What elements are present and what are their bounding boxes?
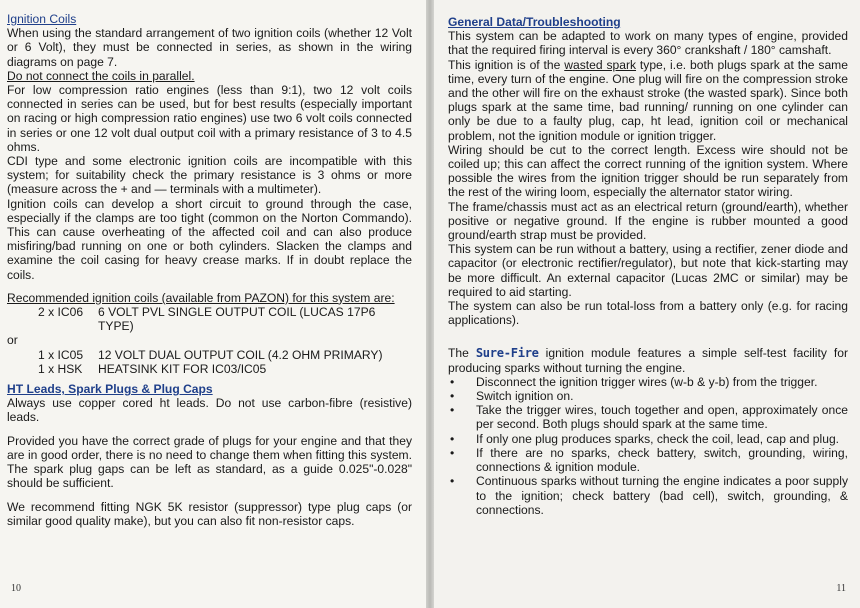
- recommended-coils-heading: Recommended ignition coils (available from PAZON) for this system are:: [7, 290, 395, 305]
- spacer: [448, 327, 848, 346]
- bullet-icon: •: [450, 389, 455, 404]
- ht-leads-heading: HT Leads, Spark Plugs & Plug Caps: [7, 382, 213, 397]
- coil-item: [7, 348, 412, 362]
- bullet-icon: •: [450, 445, 455, 460]
- bullet-icon: •: [450, 374, 455, 389]
- general-data-heading: General Data/Troubleshooting: [448, 15, 621, 29]
- list-item: [448, 474, 848, 517]
- spacer: [7, 425, 412, 434]
- list-item: [448, 432, 848, 446]
- self-test-intro-post: ignition module features a simple self-test facility for producing sparks without turning the engine.: [448, 346, 848, 375]
- series-connection-paragraph: When using the standard arrangement of two ignition coils (whether 12 Volt or 6 Volt), they must be connected in series, as shown in the wiring diagrams on page 7.: [7, 26, 412, 69]
- wasted-spark-paragraph: [448, 58, 848, 143]
- right-page: [434, 0, 860, 608]
- parallel-warning: Do not connect the coils in parallel.: [7, 68, 195, 83]
- coil-qty: 1 x HSK: [38, 361, 83, 376]
- sure-fire-logo-text: Sure-Fire: [475, 346, 539, 361]
- list-item-text: Switch ignition on.: [476, 389, 574, 404]
- self-test-intro: [448, 346, 848, 374]
- list-item: [448, 403, 848, 431]
- spark-plugs-paragraph: Provided you have the correct grade of plugs for your engine and that they are in good order, there is no need to change them when fitting this system. The spark plug gaps can be left as standard, as a guide 0.025"-0.028" should be sufficient.: [7, 433, 412, 491]
- coil-item: [7, 305, 412, 333]
- total-loss-paragraph: The system can also be run total-loss from a battery only (e.g. for racing applications).: [448, 299, 848, 328]
- bullet-icon: •: [450, 403, 455, 418]
- ht-leads-paragraph: Always use copper cored ht leads. Do not use carbon-fibre (resistive) leads.: [7, 396, 412, 425]
- short-circuit-paragraph: Ignition coils can develop a short circuit to ground through the case, especially if the clamps are too tight (common on the Norton Commando). This can cause overheating of the affected coil and can also produce misfiring/bad running on one or both cylinders. Slacken the clamps and examine the coil casing for heavy crease marks. If in doubt replace the coils.: [7, 196, 412, 282]
- list-item: [448, 389, 848, 403]
- ignition-coils-heading: Ignition Coils: [7, 12, 77, 26]
- bullet-icon: •: [450, 474, 455, 489]
- coil-qty: 1 x IC05: [38, 347, 84, 362]
- ground-paragraph: The frame/chassis must act as an electrical return (ground/earth), whether positive or negative ground. If the engine is rubber mounted a good ground/earth strap must be provided.: [448, 199, 848, 243]
- binding-gutter: [426, 0, 434, 608]
- cdi-compatibility-paragraph: CDI type and some electronic ignition coils are incompatible with this system; for suitability check the primary resistance is 3 ohms or more (measure across the + and — terminals with a multimeter).: [7, 154, 412, 197]
- self-test-intro-pre: The: [448, 346, 476, 361]
- list-item-text: Disconnect the ignition trigger wires (w-b & y-b) from the trigger.: [476, 374, 818, 389]
- coil-desc: 6 VOLT PVL SINGLE OUTPUT COIL (LUCAS 17P6 TYPE): [98, 305, 376, 334]
- firing-interval-paragraph: This system can be adapted to work on many types of engine, provided that the required firing interval is every 360° crankshaft / 180° camshaft.: [448, 29, 848, 58]
- wasted-spark-term: wasted spark: [564, 57, 637, 72]
- bullet-icon: •: [450, 431, 455, 446]
- list-item-text: If there are no sparks, check battery, switch, grounding, wiring, connections & ignition module.: [476, 445, 848, 475]
- wasted-spark-body: type, i.e. both plugs spark at the same time, every turn of the engine. One plug will fire on the compression stroke and the other will fire on the exhaust stroke (the wasted spark). Since both plugs spark at the same time, bad running/ running on one cylinder can only be due to a faulty plug, cap, ht lead, ignition coil or mechanical problem, not the ignition module or ignition trigger.: [448, 57, 848, 143]
- coil-item: [7, 362, 412, 376]
- page-number: 10: [11, 583, 21, 594]
- list-item-text: Take the trigger wires, touch together and open, approximately once per second. Both plugs should spark at the same time.: [476, 403, 848, 432]
- wiring-paragraph: Wiring should be cut to the correct length. Excess wire should not be coiled up; this can affect the correct running of the ignition system. Where possible the wires from the ignition trigger should be run separately from the rest of the wiring loom, especially the alternator stator wiring.: [448, 142, 848, 200]
- list-item-text: Continuous sparks without turning the engine indicates a poor supply to the ignition; check battery (bad cell), switch, grounding, & connections.: [476, 474, 848, 517]
- compression-ratio-paragraph: For low compression ratio engines (less than 9:1), two 12 volt coils connected in series can be used, but for best results (especially important on racing or high compression ratio engines) use two 6 volt coils connected in series or one 12 volt dual output coil with a primary resistance of 3 to 4.5 ohms.: [7, 83, 412, 154]
- left-page: [0, 0, 426, 608]
- or-label: or: [7, 333, 18, 348]
- spacer: [7, 491, 412, 500]
- list-item: [448, 375, 848, 389]
- coil-desc: 12 VOLT DUAL OUTPUT COIL (4.2 OHM PRIMARY): [98, 347, 383, 362]
- spacer: [7, 282, 412, 291]
- self-test-steps: [448, 375, 848, 517]
- page-number: 11: [836, 583, 846, 594]
- batteryless-paragraph: This system can be run without a battery, using a rectifier, zener diode and capacitor (or electronic rectifier/regulator), but note that kick-starting may be more difficult. An external capacitor (Lucas 2MC or similar) may be required to aid starting.: [448, 242, 848, 299]
- plug-caps-paragraph: We recommend fitting NGK 5K resistor (suppressor) type plug caps (or similar good quality make), but you can also fit non-resistor caps.: [7, 499, 412, 528]
- list-item: [448, 446, 848, 474]
- list-item-text: If only one plug produces sparks, check the coil, lead, cap and plug.: [476, 431, 840, 446]
- coil-qty: 2 x IC06: [38, 305, 84, 320]
- wasted-spark-intro: This ignition is of the: [448, 57, 565, 72]
- coil-desc: HEATSINK KIT FOR IC03/IC05: [98, 361, 267, 376]
